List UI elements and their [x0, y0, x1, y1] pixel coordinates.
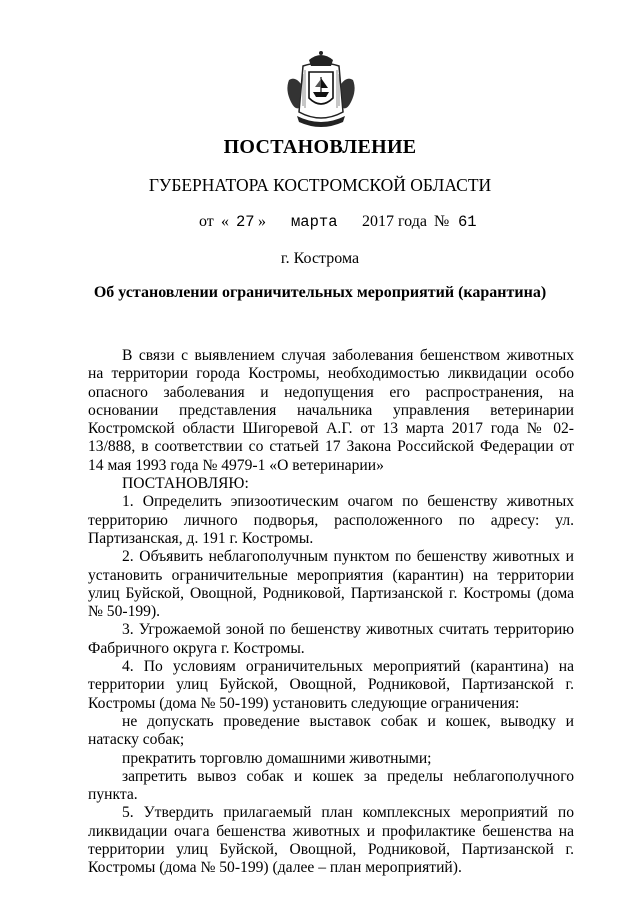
date-prefix: от: [199, 213, 214, 230]
item-2: 2. Объявить неблагополучным пунктом по бешенству животных и установить ограничительные мероприятия (карантин) на территории улиц Буйской, Овощной, Родниковой, Партизанской г. Костромы (дома № 50-199).: [88, 548, 574, 621]
document-title: ПОСТАНОВЛЕНИЕ: [223, 136, 417, 158]
preamble-paragraph: В связи с выявлением случая заболевания бешенством животных на территории города Костромы, необходимостью ликвидации особо опасного заболевания и недопущения его распространения, на основании представления начальника управления ветеринарии Костромской области Шигоревой А.Г. от 13 марта 2017 года № 02-13/888, в соответствии со статьей 17 Закона Российской Федерации от 14 мая 1993 года № 4979-1 «О ветеринарии»: [88, 347, 574, 474]
document-subject: Об установлении ограничительных мероприятий (карантина): [93, 284, 547, 301]
day-open-quote: «: [221, 213, 229, 230]
item-4-restriction-b: прекратить торговлю домашними животными;: [122, 749, 432, 767]
document-number: 61: [458, 213, 477, 231]
issuer-line: ГУБЕРНАТОРА КОСТРОМСКОЙ ОБЛАСТИ: [148, 175, 492, 195]
item-3: 3. Угрожаемой зоной по бешенству животных считать территорию Фабричного округа г. Костромы.: [88, 621, 574, 657]
decree-heading: ПОСТАНОВЛЯЮ:: [122, 475, 249, 493]
date-day: 27: [236, 213, 255, 231]
item-4-restriction-a: не допускать проведение выставок собак и кошек, выводку и натаску собак;: [88, 712, 574, 749]
date-month: марта: [291, 213, 338, 231]
day-close-quote: »: [258, 213, 266, 230]
number-sign: №: [434, 213, 450, 230]
item-4: 4. По условиям ограничительных мероприятий (карантина) на территории улиц Буйской, Овощной, Родниковой, Партизанской г. Костромы (дома № 50-199) установить следующие ограничения:: [88, 658, 574, 712]
item-4-restriction-c: запретить вывоз собак и кошек за пределы неблагополучного пункта.: [88, 767, 574, 804]
coat-of-arms-icon: [283, 50, 359, 130]
city-line: г. Кострома: [280, 250, 360, 267]
date-year: 2017 года: [362, 213, 427, 230]
date-line: [0, 213, 640, 235]
document-body: [88, 347, 574, 878]
item-5: 5. Утвердить прилагаемый план комплексных мероприятий по ликвидации очага бешенства животных и профилактике бешенства на территории улиц Буйской, Овощной, Родниковой, Партизанской г. Костромы (дома № 50-199) (далее – план мероприятий).: [88, 804, 574, 877]
item-1: 1. Определить эпизоотическим очагом по бешенству животных территорию личного подворья, расположенного по адресу: ул. Партизанская, д. 191 г. Костромы.: [88, 493, 574, 547]
